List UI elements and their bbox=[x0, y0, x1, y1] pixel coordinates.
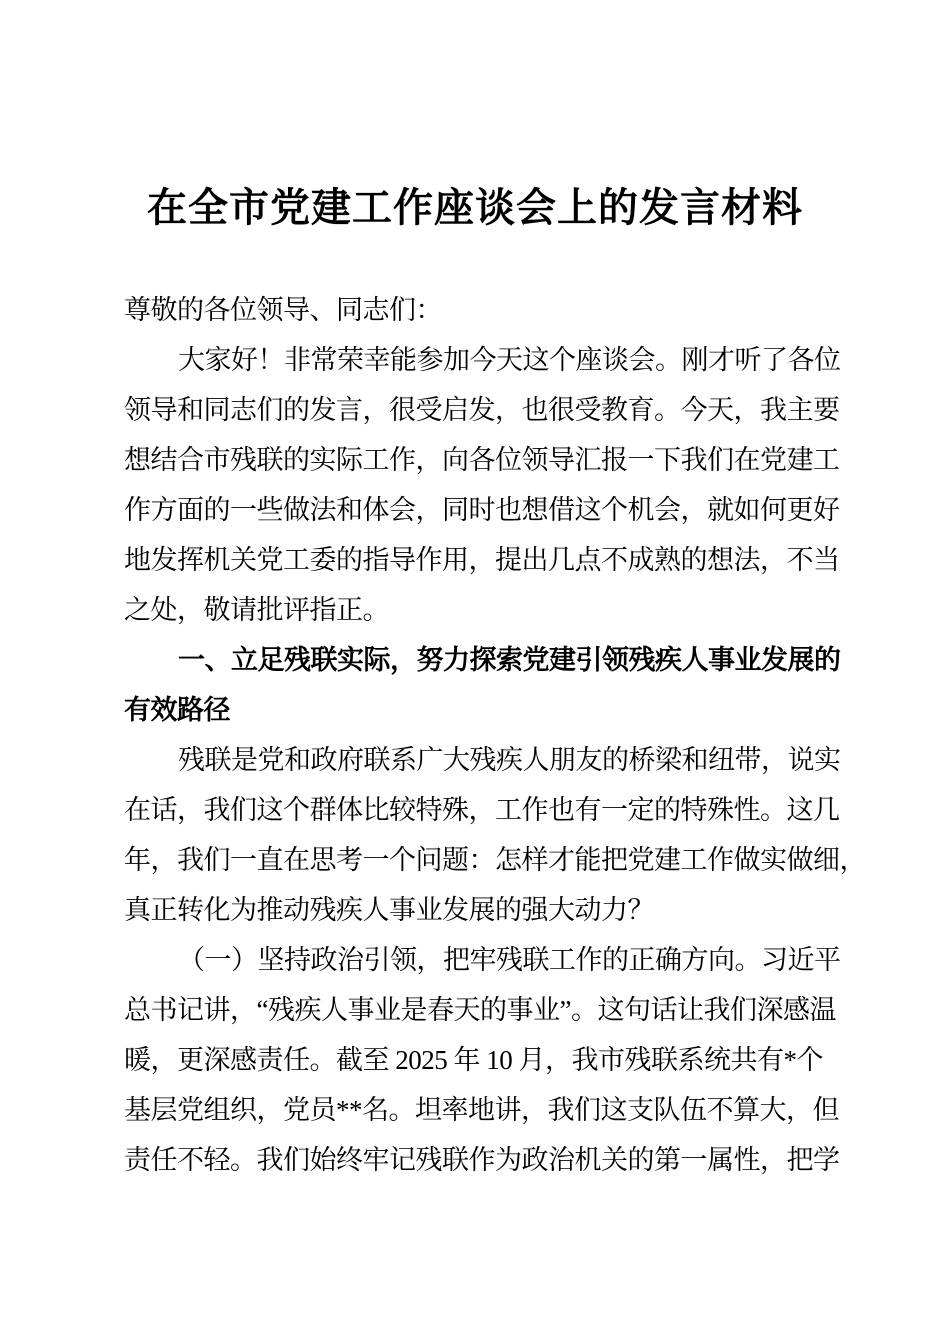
text-line: 想结合市残联的实际工作，向各位领导汇报一下我们在党建工 bbox=[124, 445, 840, 475]
text-line: 尊敬的各位领导、同志们： bbox=[124, 295, 442, 325]
text-line: 真正转化为推动残疾人事业发展的强大动力？ bbox=[124, 895, 654, 925]
text-line: （一）坚持政治引领，把牢残联工作的正确方向。习近平 bbox=[178, 945, 841, 975]
text-line: 暖，更深感责任。截至 2025 年 10 月，我市残联系统共有*个 bbox=[124, 1045, 823, 1075]
text-line: 领导和同志们的发言，很受启发，也很受教育。今天，我主要 bbox=[124, 395, 840, 425]
text-line: 责任不轻。我们始终牢记残联作为政治机关的第一属性，把学 bbox=[124, 1145, 840, 1175]
text-line: 作方面的一些做法和体会，同时也想借这个机会，就如何更好 bbox=[124, 495, 840, 525]
document-title: 在全市党建工作座谈会上的发言材料 bbox=[147, 185, 803, 230]
document-body bbox=[124, 285, 866, 1185]
text-line: 总书记讲，“残疾人事业是春天的事业”。这句话让我们深感温 bbox=[124, 995, 836, 1025]
text-line: 地发挥机关党工委的指导作用，提出几点不成熟的想法，不当 bbox=[124, 545, 840, 575]
text-line: 年，我们一直在思考一个问题：怎样才能把党建工作做实做细， bbox=[124, 845, 866, 875]
text-line: 在话，我们这个群体比较特殊，工作也有一定的特殊性。这几 bbox=[124, 795, 840, 825]
text-line: 之处，敬请批评指正。 bbox=[124, 595, 389, 625]
text-line: 大家好！非常荣幸能参加今天这个座谈会。刚才听了各位 bbox=[178, 345, 841, 375]
text-line: 基层党组织，党员**名。坦率地讲，我们这支队伍不算大，但 bbox=[124, 1095, 839, 1125]
text-line: 一、立足残联实际，努力探索党建引领残疾人事业发展的 bbox=[178, 645, 841, 675]
text-line: 残联是党和政府联系广大残疾人朋友的桥梁和纽带，说实 bbox=[178, 745, 841, 775]
text-line: 有效路径 bbox=[124, 695, 230, 725]
